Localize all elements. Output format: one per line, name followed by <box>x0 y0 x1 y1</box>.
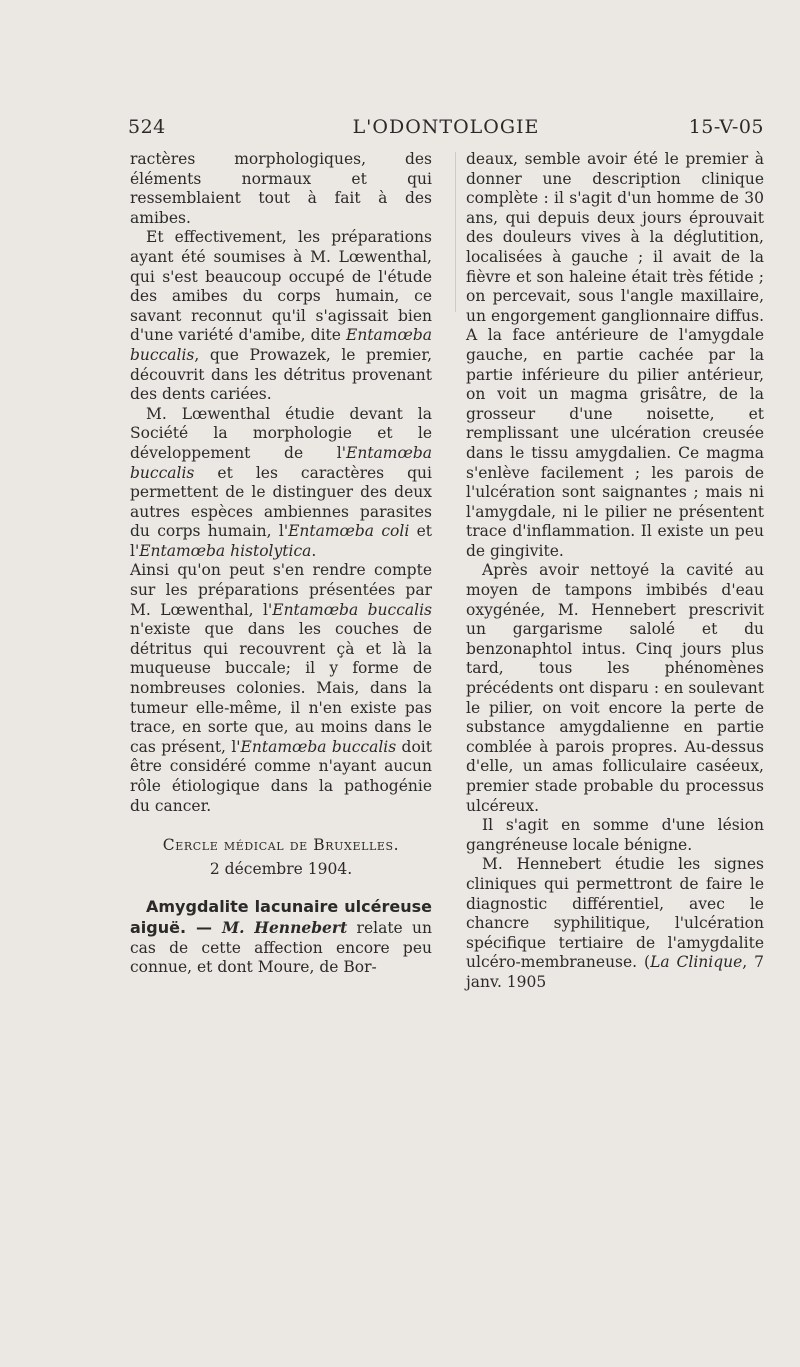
species-name: Entamœba buccalis <box>130 443 432 482</box>
journal-citation: La Clinique <box>650 953 743 972</box>
text-run: doit être considéré comme n'ayant aucun rôle étiologique dans la pathogénie du cancer. <box>130 737 432 815</box>
text-run: relate un cas de cette affection encore peu connue, et dont Moure, de Bor- <box>130 918 432 977</box>
paragraph <box>466 855 764 992</box>
section-date: 2 décembre 1904. <box>209 859 353 878</box>
text-run: n'existe que dans les couches de détritus qui recouvrent çà et là la muqueuse buccale; il y forme de nombreuses colonies. Mais, dans la tumeur elle-même, il n'en existe pas trace, en sorte que, au moins dans le cas présent, l' <box>130 620 432 756</box>
page-number: 524 <box>128 116 166 138</box>
paragraph: Après avoir nettoyé la cavité au moyen de tampons imbibés d'eau oxygénée, M. Hennebert prescrivit un gargarisme salolé et du benzonaphtol intus. Cinq jours plus tard, tous les phénomènes précédents ont disparu : en soulevant le pilier, on voit encore la perte de substance amygdalienne en partie comblée à parois propres. Au-dessus d'elle, un amas folliculaire caséeux, premier stade probable du processus ulcéreux. <box>466 561 764 815</box>
species-name: Entamœba buccalis <box>240 737 397 756</box>
issue-date: 15-V-05 <box>688 116 764 138</box>
left-column <box>130 150 432 978</box>
text-run: et les caractères qui permettent de le distinguer des deux autres espèces ambiennes parasites du corps humain, l' <box>130 463 432 541</box>
column-divider <box>455 152 456 312</box>
paragraph: deaux, semble avoir été le premier à donner une description clinique complète : il s'agit d'un homme de 30 ans, qui depuis deux jours éprouvait des douleurs vives à la déglutition, localisées à gauche ; il avait de la fièvre et son haleine était très fétide ; on percevait, sous l'angle maxillaire, un engorgement ganglionnaire diffus. A la face antérieure de l'amygdale gauche, en partie cachée par la partie inférieure du pilier antérieur, on voit un magma grisâtre, de la grosseur d'une noisette, et remplissant une ulcération creusée dans le tissu amygdalien. Ce magma s'enlève facilement ; les parois de l'ulcération sont saignantes ; mais ni l'amygdale, ni le pilier ne présentent trace d'inflammation. Il existe un peu de gingivite. <box>466 150 764 560</box>
text-run: M. Lœwenthal étudie devant la Société la morphologie et le développement de l' <box>130 404 432 462</box>
species-name: Entamœba buccalis <box>130 326 432 364</box>
journal-title: L'ODONTOLOGIE <box>352 116 540 138</box>
article-title: Amygdalite lacunaire ulcéreuse aiguë. <box>130 897 432 937</box>
text-run: et l' <box>130 522 432 560</box>
paragraph: Il s'agit en somme d'une lésion gangréneuse locale bénigne. <box>466 816 764 854</box>
text-run: M. Hennebert étudie les signes cliniques qui permettront de faire le diagnostic différentiel, avec le chancre syphilitique, l'ulcération spécifique tertiaire de l'amygdalite ulcéro-membraneuse. ( <box>466 855 764 972</box>
species-name: Entamœba histolytica <box>139 541 312 560</box>
species-name: Entamœba buccalis <box>272 600 433 619</box>
article-lead <box>130 897 432 977</box>
title-dash: — <box>186 917 222 937</box>
text-run: Et effectivement, les préparations ayant été soumises à M. Lœwenthal, qui s'est beaucoup occupé de l'étude des amibes du corps humain, ce savant reconnut qu'il s'agissait bien d'une variété d'amibe, dite <box>130 228 432 345</box>
text-run: . <box>311 541 317 560</box>
running-header <box>128 116 764 142</box>
section-title: Cercle médical de Bruxelles. <box>162 836 400 855</box>
paragraph <box>130 228 432 404</box>
species-name: Entamœba coli <box>288 522 410 541</box>
paragraph <box>130 405 432 562</box>
right-column <box>466 150 764 993</box>
text-run: , 7 janv. 1905 <box>466 953 764 991</box>
article-author: M. Hennebert <box>221 917 348 937</box>
text-run: , que Prowazek, le premier, découvrit dans les détritus provenant des dents cariées. <box>130 345 432 404</box>
paragraph: ractères morphologiques, des éléments normaux et qui ressemblaient tout à fait à des amibes. <box>130 150 432 227</box>
paragraph <box>130 561 432 816</box>
text-run: Ainsi qu'on peut s'en rendre compte sur les préparations présentées par M. Lœwenthal, l' <box>130 561 432 619</box>
